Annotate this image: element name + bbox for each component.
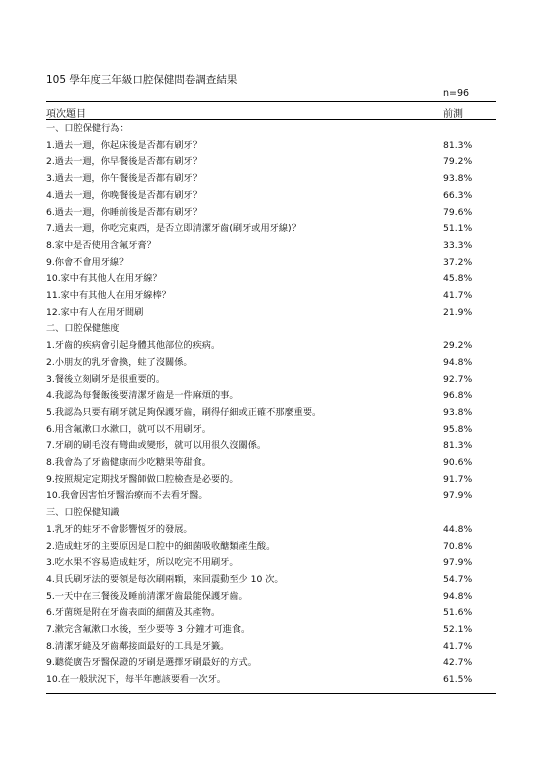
- sample-size: n=96: [443, 88, 470, 99]
- table-row: [46, 388, 496, 404]
- pretest-percent: 91.7%: [443, 473, 473, 485]
- pretest-percent: 66.3%: [443, 189, 473, 201]
- question-text: 1.牙齒的疾病會引起身體其他部位的疾病。: [46, 340, 221, 352]
- question-text: 8.家中是否使用含氟牙膏？: [46, 239, 156, 251]
- question-text: 12.家中有人在用牙間刷: [46, 306, 144, 318]
- table-row: [46, 405, 496, 421]
- pretest-percent: 51.1%: [443, 223, 473, 235]
- table-row: [46, 138, 496, 154]
- table-row: [46, 589, 496, 605]
- pretest-percent: 42.7%: [443, 657, 473, 669]
- question-text: 11.家中有其他人在用牙線棒？: [46, 290, 171, 301]
- question-text: 9.聽從廣告牙醫保證的牙刷是選擇牙刷最好的方式。: [46, 657, 257, 669]
- section-heading: 一、口腔保健行為：: [46, 123, 129, 134]
- table-row: [46, 221, 496, 237]
- table-row: [46, 539, 496, 555]
- header-value: 前測: [443, 109, 463, 120]
- question-text: 6.用含氟漱口水漱口，就可以不用刷牙。: [46, 423, 211, 435]
- table-row: [46, 555, 496, 571]
- pretest-percent: 97.9%: [443, 557, 473, 569]
- pretest-percent: 81.3%: [443, 440, 473, 452]
- table-row: [46, 422, 496, 438]
- pretest-percent: 95.8%: [443, 423, 473, 435]
- pretest-percent: 93.8%: [443, 173, 473, 185]
- table-row: [46, 271, 496, 287]
- question-text: 1.乳牙的蛀牙不會影響恆牙的發展。: [46, 523, 193, 535]
- question-text: 8.我會為了牙齒健康而少吃糖果等甜食。: [46, 457, 211, 468]
- table-bottom-rule: [46, 693, 496, 694]
- question-text: 7.牙刷的刷毛沒有彎曲或變形，就可以用很久沒關係。: [46, 440, 267, 452]
- pretest-percent: 79.2%: [443, 156, 473, 168]
- question-text: 7.漱完含氟漱口水後，至少要等 3 分鐘才可進食。: [46, 624, 251, 635]
- pretest-percent: 41.7%: [443, 290, 473, 301]
- header-item: 項次題目: [46, 109, 86, 120]
- question-text: 5.一天中在三餐後及睡前清潔牙齒最能保護牙齒。: [46, 590, 248, 602]
- question-text: 2.造成蛀牙的主要原因是口腔中的細菌吸收醣類產生酸。: [46, 540, 276, 552]
- table-row: [46, 488, 496, 504]
- question-text: 4.我認為每餐飯後要清潔牙齒是一件麻煩的事。: [46, 390, 239, 402]
- pretest-percent: 61.5%: [443, 674, 473, 686]
- question-text: 4.貝氏刷牙法的要領是每次刷兩顆，來回震動至少 10 次。: [46, 573, 284, 585]
- question-text: 3.餐後立刻刷牙是很重要的。: [46, 373, 166, 385]
- table-row: [46, 372, 496, 388]
- table-row: [46, 255, 496, 271]
- table-row: [46, 305, 496, 321]
- table-row: [46, 605, 496, 621]
- pretest-percent: 70.8%: [443, 540, 473, 552]
- pretest-percent: 37.2%: [443, 256, 473, 268]
- pretest-percent: 81.3%: [443, 139, 473, 151]
- pretest-percent: 51.6%: [443, 607, 473, 619]
- table-row: [46, 572, 496, 588]
- table-row: [46, 154, 496, 170]
- pretest-percent: 33.3%: [443, 239, 473, 251]
- question-text: 2.過去一週，你早餐後是否都有刷牙？: [46, 156, 202, 168]
- table-row: [46, 622, 496, 638]
- pretest-percent: 54.7%: [443, 573, 473, 585]
- table-row: [46, 455, 496, 471]
- table-row: [46, 205, 496, 221]
- table-row: [46, 188, 496, 204]
- table-top-rule: [46, 101, 496, 102]
- question-text: 9.你會不會用牙線？: [46, 256, 129, 268]
- question-text: 3.過去一週，你午餐後是否都有刷牙？: [46, 173, 202, 185]
- pretest-percent: 44.8%: [443, 523, 473, 535]
- section-heading: 三、口腔保健知識: [46, 507, 120, 519]
- question-text: 7.過去一週，你吃完東西，是否立即清潔牙齒(刷牙或用牙線)？: [46, 223, 301, 235]
- pretest-percent: 92.7%: [443, 373, 473, 385]
- pretest-percent: 97.9%: [443, 490, 473, 502]
- table-row: [46, 355, 496, 371]
- pretest-percent: 21.9%: [443, 306, 473, 318]
- pretest-percent: 79.6%: [443, 206, 473, 218]
- question-text: 1.過去一週，你起床後是否都有刷牙？: [46, 139, 202, 151]
- table-row: [46, 238, 496, 254]
- pretest-percent: 45.8%: [443, 273, 473, 285]
- table-row: [46, 171, 496, 187]
- pretest-percent: 29.2%: [443, 340, 473, 352]
- pretest-percent: 94.8%: [443, 590, 473, 602]
- question-text: 10.在一般狀況下，每半年應該要看一次牙。: [46, 674, 226, 686]
- pretest-percent: 93.8%: [443, 406, 473, 418]
- pretest-percent: 90.6%: [443, 457, 473, 468]
- question-text: 3.吃水果不容易造成蛀牙，所以吃完不用刷牙。: [46, 557, 239, 569]
- question-text: 9.按照規定定期找牙醫師做口腔檢查是必要的。: [46, 473, 239, 485]
- pretest-percent: 52.1%: [443, 624, 473, 635]
- table-row: [46, 655, 496, 671]
- table-row: [46, 672, 496, 688]
- pretest-percent: 94.8%: [443, 356, 473, 368]
- table-row: [46, 639, 496, 655]
- question-text: 6.過去一週，你睡前後是否都有刷牙？: [46, 206, 202, 218]
- question-text: 4.過去一週，你晚餐後是否都有刷牙？: [46, 189, 202, 201]
- table-row: [46, 288, 496, 304]
- header-rule: [46, 119, 496, 120]
- table-row: [46, 438, 496, 454]
- question-text: 10.我會因害怕牙醫治療而不去看牙醫。: [46, 490, 208, 502]
- pretest-percent: 96.8%: [443, 390, 473, 402]
- table-row: [46, 522, 496, 538]
- section-heading: 二、口腔保健態度: [46, 323, 120, 335]
- question-text: 5.我認為只要有刷牙就足夠保護牙齒，刷得仔細或正確不那麼重要。: [46, 406, 322, 418]
- question-text: 8.清潔牙縫及牙齒鄰接面最好的工具是牙籤。: [46, 640, 230, 652]
- question-text: 10.家中有其他人在用牙線？: [46, 273, 162, 285]
- pretest-percent: 41.7%: [443, 640, 473, 652]
- question-text: 6.牙菌斑是附在牙齒表面的細菌及其產物。: [46, 607, 221, 619]
- table-row: [46, 472, 496, 488]
- report-title: 105 學年度三年級口腔保健問卷調查結果: [46, 74, 238, 86]
- question-text: 2.小朋友的乳牙會換，蛀了沒關係。: [46, 356, 193, 368]
- table-row: [46, 338, 496, 354]
